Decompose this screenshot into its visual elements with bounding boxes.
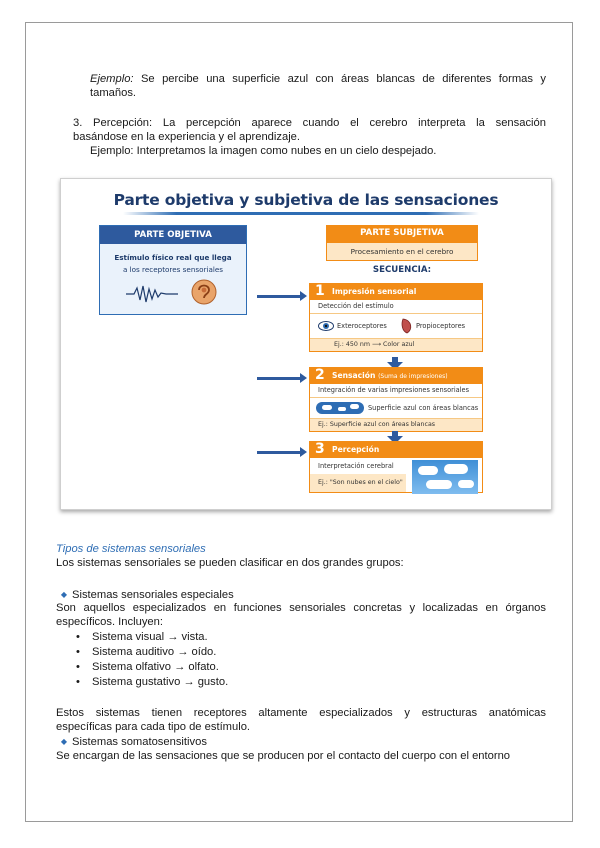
objective-part-box bbox=[99, 225, 247, 315]
sensations-figure bbox=[60, 178, 552, 510]
group-1-title: Sistemas sensoriales especiales bbox=[72, 589, 234, 601]
section-intro: Los sistemas sensoriales se pueden clasificar en dos grandes grupos: bbox=[56, 557, 404, 569]
list-item: • Sistema gustativo → gusto. bbox=[92, 676, 228, 689]
objective-line-1: Estímulo físico real que llega bbox=[114, 253, 232, 262]
group-1-desc-1: Son aquellos especializados en funciones sensoriales concretas y localizadas en órganos bbox=[56, 602, 546, 614]
example-label: Ejemplo: bbox=[90, 73, 134, 85]
step-2-desc-row bbox=[310, 398, 482, 419]
eye-icon bbox=[318, 321, 334, 331]
subjective-header: PARTE SUBJETIVA bbox=[326, 225, 478, 242]
step-3-box bbox=[309, 441, 483, 493]
step-3-number: 3 bbox=[315, 441, 325, 457]
step-2-number: 2 bbox=[315, 367, 325, 383]
step-1-header bbox=[310, 284, 482, 300]
subjective-process: Procesamiento en el cerebro bbox=[326, 242, 478, 261]
group-2-desc-1: Se encargan de las sensaciones que se producen por el contacto del cuerpo con el entorno bbox=[56, 750, 511, 762]
group-2-title-row bbox=[56, 735, 207, 749]
step-2-box bbox=[309, 367, 483, 432]
group-1-desc-2: específicos. Incluyen: bbox=[56, 616, 163, 628]
step-2-detail: Integración de varias impresiones sensoriales bbox=[310, 384, 482, 398]
step-1-title: Impresión sensorial bbox=[332, 287, 417, 296]
list-item: • Sistema visual → vista. bbox=[92, 631, 208, 644]
perception-line-1: 3. Percepción: La percepción aparece cuando el cerebro interpreta la sensación bbox=[73, 117, 546, 129]
step-3-title: Percepción bbox=[332, 445, 380, 454]
group-1-title-row bbox=[56, 588, 234, 602]
arrow-step-3 bbox=[257, 451, 301, 454]
blue-surface-icon bbox=[316, 402, 364, 414]
perception-example: Ejemplo: Interpretamos la imagen como nubes en un cielo despejado. bbox=[90, 145, 437, 157]
step-2-subtitle: (Suma de impresiones) bbox=[378, 373, 448, 380]
wave-icon bbox=[126, 284, 178, 304]
step-2-title: Sensación bbox=[332, 371, 376, 380]
example-line-1 bbox=[90, 73, 546, 86]
sequence-label: SECUENCIA: bbox=[372, 265, 432, 275]
list-item: • Sistema auditivo → oído. bbox=[92, 646, 216, 659]
step-2-example: Ej.: Superficie azul con áreas blancas bbox=[310, 419, 482, 431]
step-3-header bbox=[310, 442, 482, 458]
list-item: • Sistema olfativo → olfato. bbox=[92, 661, 219, 674]
objective-header: PARTE OBJETIVA bbox=[100, 226, 246, 244]
objective-line-2: a los receptores sensoriales bbox=[122, 265, 224, 274]
step-3-detail: Interpretación cerebral bbox=[318, 462, 394, 470]
muscle-icon bbox=[400, 318, 414, 334]
step-1-example: Ej.: 450 nm ⟶ Color azul bbox=[310, 339, 482, 351]
proprioceptors-label: Propioceptores bbox=[416, 322, 466, 330]
title-underline bbox=[123, 212, 479, 215]
step-1-receptors bbox=[310, 314, 482, 339]
diamond-bullet-icon: ◆ bbox=[60, 737, 68, 746]
exteroceptors-label: Exteroceptores bbox=[337, 322, 387, 330]
step-1-box bbox=[309, 283, 483, 352]
example-line-2: tamaños. bbox=[90, 87, 137, 99]
example-text-1: Se percibe una superficie azul con áreas blancas de diferentes formas y bbox=[140, 73, 546, 85]
step-1-detail: Detección del estímulo bbox=[310, 300, 482, 314]
step-1-number: 1 bbox=[315, 283, 325, 299]
diamond-bullet-icon: ◆ bbox=[60, 590, 68, 599]
section-heading: Tipos de sistemas sensoriales bbox=[56, 543, 206, 555]
figure-title: Parte objetiva y subjetiva de las sensaciones bbox=[113, 191, 499, 209]
ear-icon bbox=[190, 278, 218, 306]
step-3-example: Ej.: "Son nubes en el cielo" bbox=[310, 474, 406, 492]
step-2-header bbox=[310, 368, 482, 384]
perception-line-2: basándose en la experiencia y el aprendizaje. bbox=[73, 131, 301, 143]
step-2-desc: Superficie azul con áreas blancas bbox=[368, 404, 479, 412]
arrow-step-1 bbox=[257, 295, 301, 298]
group-1-closing-2: específicas para cada tipo de estímulo. bbox=[56, 721, 251, 733]
group-1-closing-1: Estos sistemas tienen receptores altamente especializados y estructuras anatómicas bbox=[56, 707, 546, 719]
cloud-sky-image bbox=[412, 460, 478, 494]
group-2-title: Sistemas somatosensitivos bbox=[72, 736, 207, 748]
arrow-step-2 bbox=[257, 377, 301, 380]
